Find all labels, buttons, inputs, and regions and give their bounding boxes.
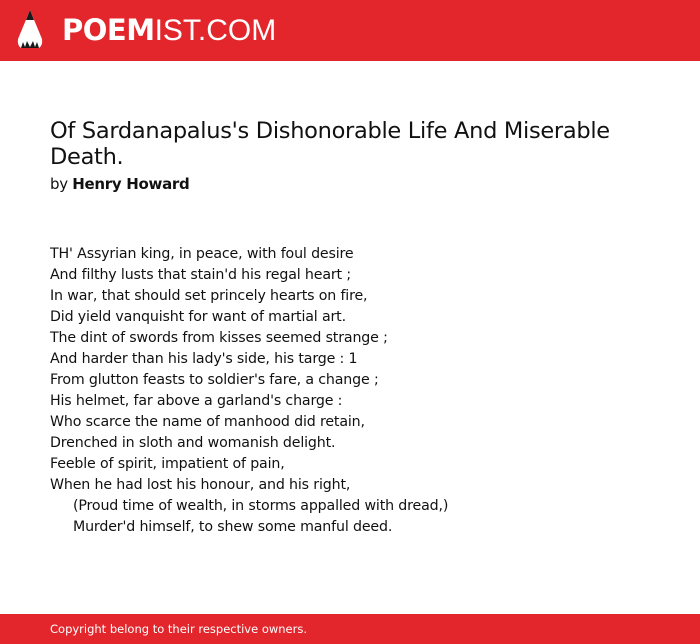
poem-line: Did yield vanquisht for want of martial art. — [50, 309, 346, 325]
poem-line: Feeble of spirit, impatient of pain, — [50, 456, 285, 472]
site-logo[interactable] — [62, 12, 276, 48]
poem-line: Who scarce the name of manhood did retain, — [50, 414, 365, 430]
copyright-notice: Copyright belong to their respective owners. — [50, 622, 308, 636]
poem-line-indented: Murder'd himself, to shew some manful deed. — [73, 519, 393, 535]
logo-light-text: IST.COM — [154, 14, 277, 47]
poem-line: Drenched in sloth and womanish delight. — [50, 435, 336, 451]
poem-line: In war, that should set princely hearts on fire, — [50, 288, 368, 304]
poem-body — [50, 244, 670, 538]
author-name: Henry Howard — [72, 175, 190, 193]
poem-title: Of Sardanapalus's Dishonorable Life And Miserable Death. — [50, 118, 610, 170]
poem-line-indented: (Proud time of wealth, in storms appalled with dread,) — [73, 498, 449, 514]
poem-line: And filthy lusts that stain'd his regal heart ; — [50, 267, 351, 283]
byline — [50, 174, 189, 194]
poem-line: From glutton feasts to soldier's fare, a change ; — [50, 372, 379, 388]
poem-line: The dint of swords from kisses seemed strange ; — [50, 330, 388, 346]
site-header — [0, 0, 700, 61]
site-footer — [0, 614, 700, 644]
poem-line: And harder than his lady's side, his targe : 1 — [50, 351, 358, 367]
byline-label: by — [50, 175, 68, 193]
poem-line: TH' Assyrian king, in peace, with foul desire — [50, 246, 354, 262]
poem-line: When he had lost his honour, and his right, — [50, 477, 351, 493]
pencil-tip-icon[interactable] — [15, 9, 45, 51]
poem-line: His helmet, far above a garland's charge : — [50, 393, 343, 409]
logo-bold-text: POEM — [62, 13, 155, 47]
